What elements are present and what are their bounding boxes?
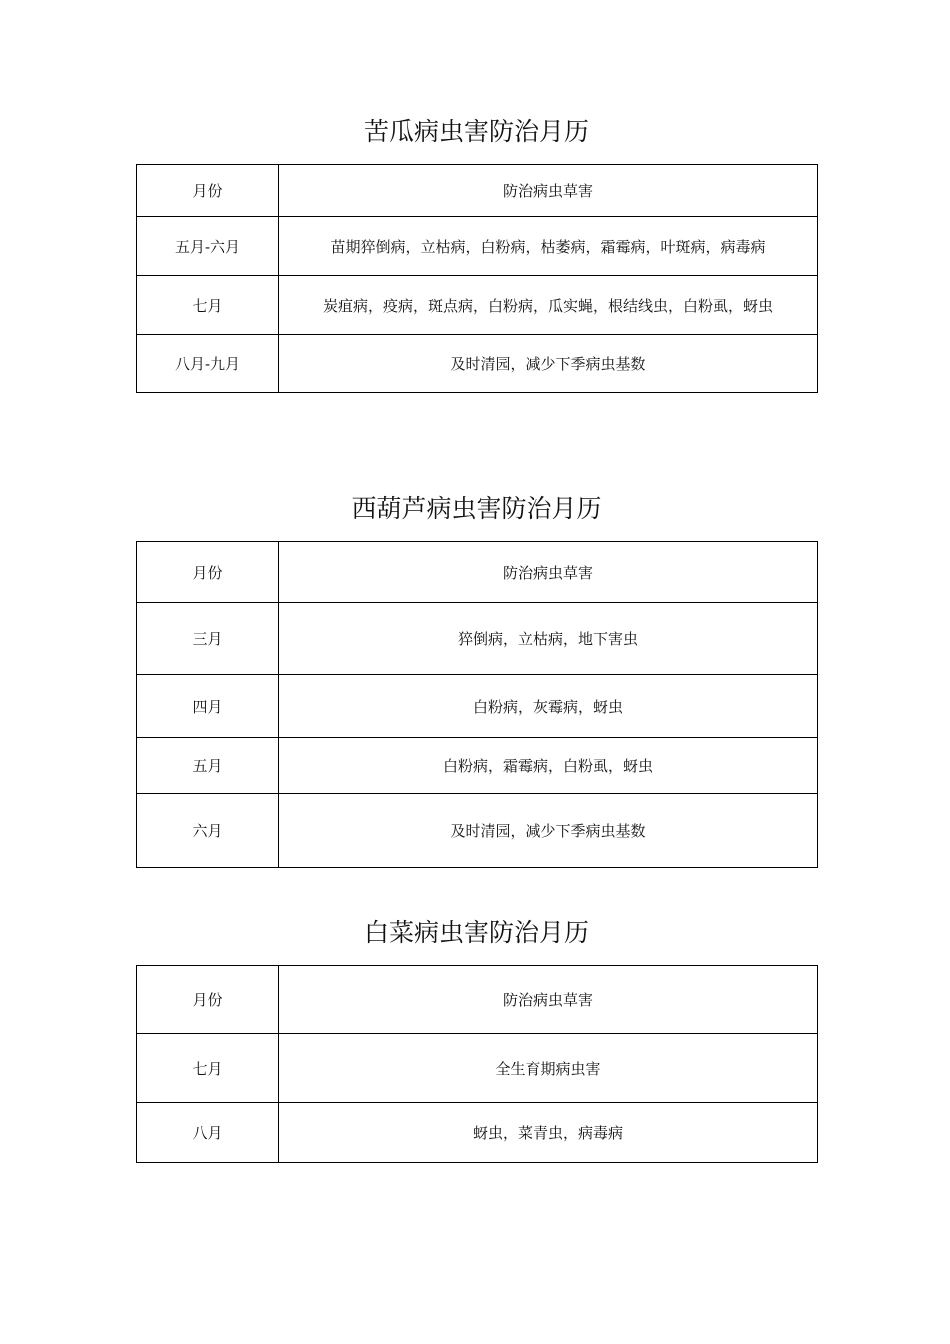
table-header-row — [137, 542, 818, 603]
table-row — [137, 1103, 818, 1163]
content-cell: 炭疽病，疫病，斑点病，白粉病，瓜实蝇，根结线虫，白粉虱，蚜虫 — [279, 276, 818, 335]
month-cell: 八月-九月 — [137, 335, 279, 393]
content-cell: 全生育期病虫害 — [279, 1034, 818, 1103]
month-cell: 五月 — [137, 738, 279, 794]
header-content-cell: 防治病虫草害 — [279, 542, 818, 603]
month-cell: 七月 — [137, 276, 279, 335]
month-cell: 四月 — [137, 675, 279, 738]
content-cell: 蚜虫，菜青虫，病毒病 — [279, 1103, 818, 1163]
table-row — [137, 1034, 818, 1103]
content-cell: 及时清园，减少下季病虫基数 — [279, 335, 818, 393]
table-header-row — [137, 165, 818, 217]
table-header-row — [137, 966, 818, 1034]
table-row — [137, 603, 818, 675]
table-row — [137, 217, 818, 276]
calendar-table-bitter-gourd — [136, 164, 818, 393]
calendar-table-zucchini — [136, 541, 818, 868]
header-month-cell: 月份 — [137, 966, 279, 1034]
content-cell: 猝倒病，立枯病，地下害虫 — [279, 603, 818, 675]
table-row — [137, 335, 818, 393]
header-content-cell: 防治病虫草害 — [279, 165, 818, 217]
content-cell: 及时清园，减少下季病虫基数 — [279, 794, 818, 868]
table-row — [137, 794, 818, 868]
section-title-zucchini: 西葫芦病虫害防治月历 — [351, 494, 602, 523]
section-title-bitter-gourd: 苦瓜病虫害防治月历 — [363, 117, 589, 146]
month-cell: 七月 — [137, 1034, 279, 1103]
header-month-cell: 月份 — [137, 165, 279, 217]
content-cell: 白粉病，霜霉病，白粉虱，蚜虫 — [279, 738, 818, 794]
month-cell: 五月-六月 — [137, 217, 279, 276]
calendar-table-cabbage — [136, 965, 818, 1163]
month-cell: 三月 — [137, 603, 279, 675]
header-month-cell: 月份 — [137, 542, 279, 603]
table-row — [137, 276, 818, 335]
header-content-cell: 防治病虫草害 — [279, 966, 818, 1034]
content-cell: 苗期猝倒病，立枯病，白粉病，枯萎病，霜霉病，叶斑病，病毒病 — [279, 217, 818, 276]
section-title-cabbage: 白菜病虫害防治月历 — [363, 918, 589, 947]
table-row — [137, 675, 818, 738]
content-cell: 白粉病，灰霉病，蚜虫 — [279, 675, 818, 738]
table-row — [137, 738, 818, 794]
month-cell: 六月 — [137, 794, 279, 868]
month-cell: 八月 — [137, 1103, 279, 1163]
